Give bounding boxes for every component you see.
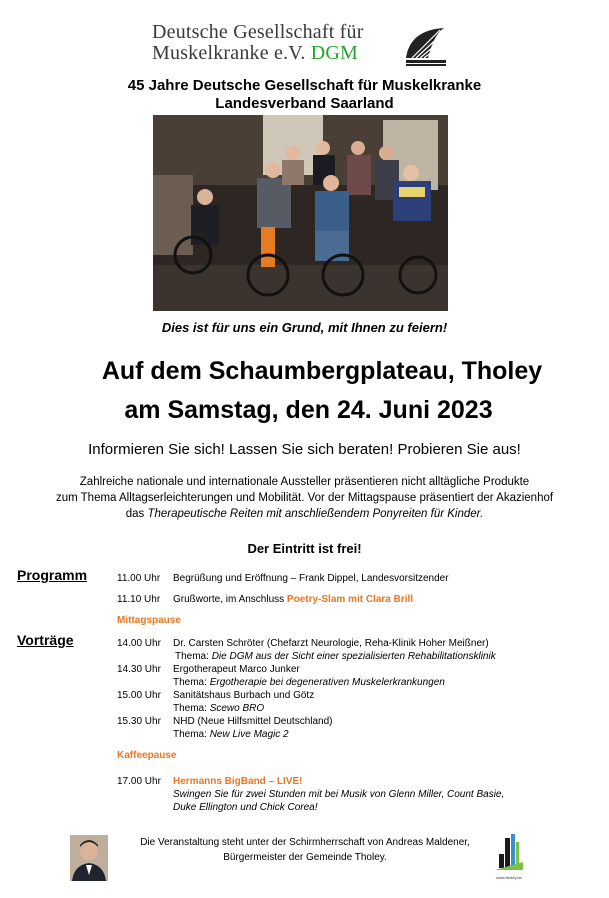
description-line-1: Zahlreiche nationale und internationale Aussteller präsentieren nicht alltägliche Produkte xyxy=(79,476,530,488)
description-line-3 xyxy=(20,506,589,522)
talk-theme-label: Thema: xyxy=(173,677,210,688)
logo-line-1: Deutsche Gesellschaft für xyxy=(152,21,364,43)
talk-text: Sanitätshaus Burbach und Götz xyxy=(173,690,315,701)
venue-location: Auf dem Schaumbergplateau, Tholey xyxy=(101,357,543,385)
program-heading: Programm xyxy=(17,567,88,583)
program-text xyxy=(173,593,413,606)
lunch-break: Mittagspause xyxy=(117,615,181,626)
free-entry: Der Eintritt ist frei! xyxy=(247,541,362,556)
talk-theme-label: Thema: xyxy=(173,729,210,740)
logo-abbr: DGM xyxy=(310,42,359,64)
talk-theme-value: Ergotherapie bei degenerativen Muskelerkrankungen xyxy=(209,677,445,688)
talk-item xyxy=(117,689,587,702)
event-header xyxy=(0,77,609,113)
talk-item xyxy=(117,775,587,788)
patronage-line-2: Bürgermeister der Gemeinde Tholey. xyxy=(223,852,387,863)
description xyxy=(20,474,589,522)
program-time: 11.10 Uhr xyxy=(117,594,161,605)
talk-text: Dr. Carsten Schröter (Chefarzt Neurologie, Reha-Klinik Hoher Meißner) xyxy=(173,638,489,649)
talk-time: 14.00 Uhr xyxy=(117,638,161,649)
talk-theme-label: Thema: xyxy=(175,651,212,662)
talk-theme-value: New Live Magic 2 xyxy=(209,729,289,740)
talk-time: 17.00 Uhr xyxy=(117,776,161,787)
program-text: Begrüßung und Eröffnung – Frank Dippel, Landesvorsitzender xyxy=(173,573,449,584)
talk-text: Ergotherapeut Marco Junker xyxy=(173,664,300,675)
group-photo xyxy=(153,115,448,311)
talk-theme-value: Die DGM aus der Sicht einer spezialisierten Rehabilitationsklinik xyxy=(211,651,496,662)
logo-line-2 xyxy=(152,43,402,64)
shell-logo-icon xyxy=(404,24,448,68)
poetry-slam-highlight: Poetry-Slam mit Clara Brill xyxy=(286,594,414,605)
talk-item xyxy=(117,715,587,728)
program-list xyxy=(117,572,587,627)
bigband-description-line-2: Duke Ellington und Chick Corea! xyxy=(173,802,318,813)
bigband-highlight: Hermanns BigBand – LIVE! xyxy=(173,776,303,787)
talk-theme xyxy=(117,702,587,715)
tagline: Dies ist für uns ein Grund, mit Ihnen zu feiern! xyxy=(161,320,448,335)
tholey-logo-icon xyxy=(491,832,527,882)
talk-theme-value: Scewo BRO xyxy=(209,703,265,714)
program-item xyxy=(117,593,587,606)
description-line-3-italic: Therapeutische Reiten mit anschließendem Ponyreiten für Kinder. xyxy=(147,508,484,520)
bigband-description-line-1: Swingen Sie für zwei Stunden mit bei Musik von Glenn Miller, Count Basie, xyxy=(173,789,505,800)
talk-time: 14.30 Uhr xyxy=(117,664,161,675)
crest-caption: www.tholey.de xyxy=(496,875,522,880)
talk-item xyxy=(117,637,587,650)
talk-item xyxy=(117,663,587,676)
venue-date: am Samstag, den 24. Juni 2023 xyxy=(124,396,493,424)
talk-time: 15.00 Uhr xyxy=(117,690,161,701)
patronage-line-1: Die Veranstaltung steht unter der Schirmherrschaft von Andreas Maldener, xyxy=(140,837,470,848)
mayor-portrait xyxy=(70,835,108,881)
header-line-2: Landesverband Saarland xyxy=(215,95,394,112)
program-item xyxy=(117,572,587,585)
talk-text: NHD (Neue Hilfsmittel Deutschland) xyxy=(173,716,333,727)
description-line-2: zum Thema Alltagserleichterungen und Mobilität. Vor der Mittagspause präsentiert der Akazienhof xyxy=(55,492,554,504)
talk-theme xyxy=(117,650,587,663)
talk-theme xyxy=(117,676,587,689)
slogan: Informieren Sie sich! Lassen Sie sich beraten! Probieren Sie aus! xyxy=(88,441,521,458)
header-line-1: 45 Jahre Deutsche Gesellschaft für Muskelkranke xyxy=(127,77,482,94)
coffee-break: Kaffeepause xyxy=(117,750,177,761)
program-time: 11.00 Uhr xyxy=(117,573,161,584)
talks-heading: Vorträge xyxy=(17,632,74,648)
description-line-3-prefix: das xyxy=(125,508,148,520)
patronage-note xyxy=(110,835,500,865)
talk-time: 15.30 Uhr xyxy=(117,716,161,727)
talks-list xyxy=(117,637,587,814)
talk-theme xyxy=(117,728,587,741)
talk-theme-label: Thema: xyxy=(173,703,210,714)
logo-line-2-text: Muskelkranke e.V. xyxy=(152,42,306,64)
dgm-logo-text xyxy=(152,22,402,64)
program-text-plain: Grußworte, im Anschluss xyxy=(173,594,287,605)
